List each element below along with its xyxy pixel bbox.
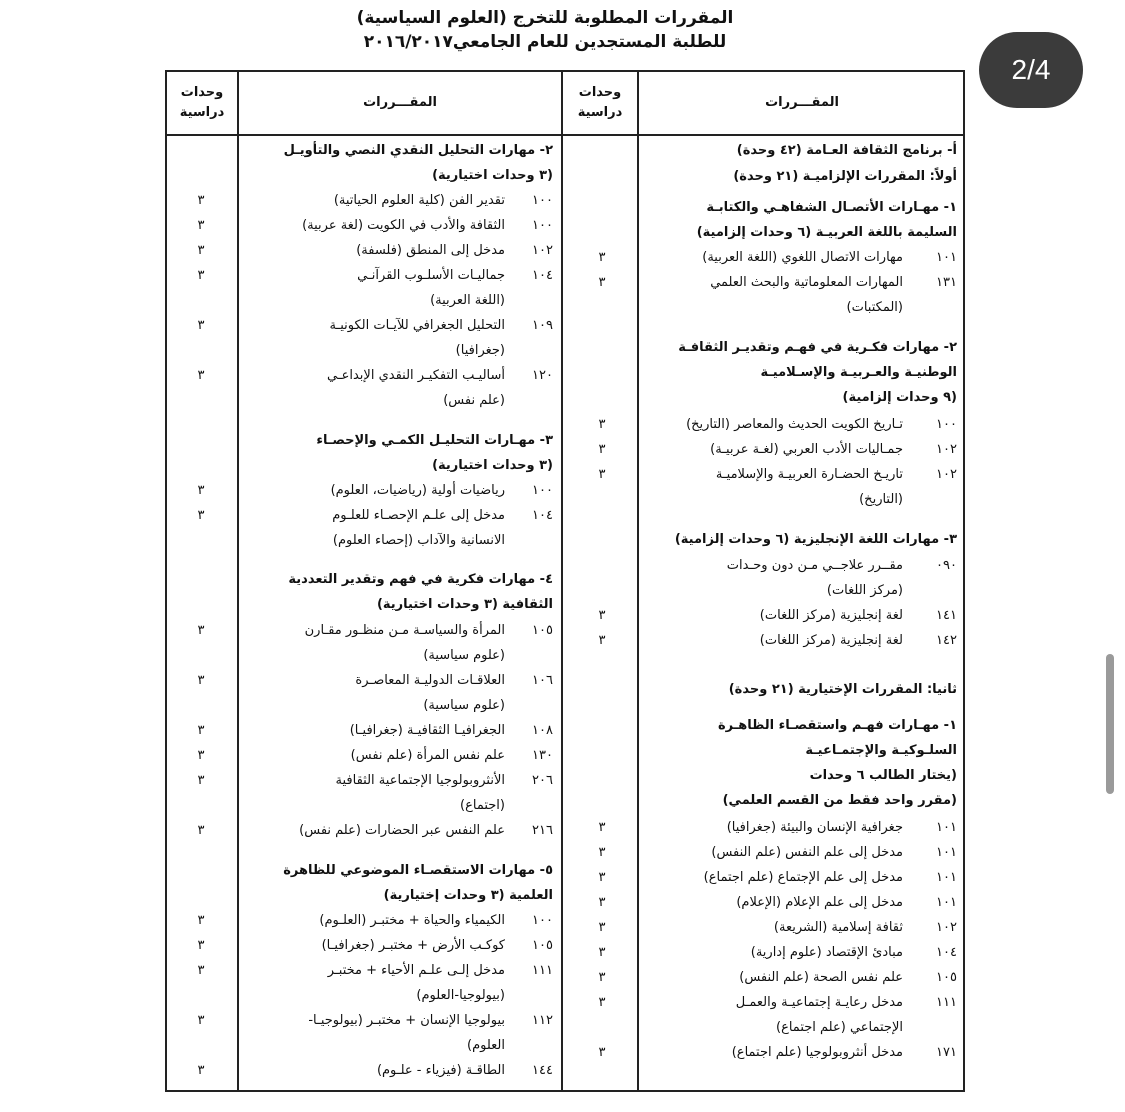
course-title: علم نفس الصحة (علم النفس) — [739, 970, 903, 985]
course-code: ١٠٦ — [532, 673, 553, 688]
section-heading-text: (٩ وحدات إلزامية) — [842, 390, 957, 405]
course-units: ٣ — [598, 870, 606, 885]
course-code: ١٠٢ — [532, 243, 553, 258]
course-title: تقدير الفن (كلية العلوم الحياتية) — [333, 193, 505, 208]
course-title: الأنثروبولوجيا الإجتماعية الثقافية — [335, 773, 505, 788]
course-code: ١٠١ — [936, 895, 957, 910]
section-heading-text: (مقرر واحد فقط من القسم العلمي) — [722, 793, 957, 808]
course-units: ٣ — [197, 268, 205, 283]
course-units: ٣ — [197, 938, 205, 953]
course-units: ٣ — [598, 895, 606, 910]
course-units: ٣ — [598, 970, 606, 985]
course-title: الإجتماعي (علم اجتماع) — [776, 1020, 903, 1035]
course-units: ٣ — [197, 723, 205, 738]
course-title: تاريـخ الحضـارة العربيـة والإسلاميـة — [715, 467, 903, 482]
title-line-1: المقررات المطلوبة للتخرج (العلوم السياسية) — [356, 8, 734, 28]
course-code: ١٤٤ — [532, 1063, 553, 1078]
units-header-line-2: دراسية — [577, 105, 623, 120]
course-title: أساليـب التفكيـر النقدي الإبداعـي — [326, 368, 505, 383]
course-units: ٣ — [197, 1013, 205, 1028]
courses-header-label: المقـــررات — [765, 95, 839, 110]
section-heading-text: ٣- مهـارات التحليـل الكمـي والإحصـاء — [316, 433, 553, 448]
section-heading-text: الثقافية (٣ وحدات اختيارية) — [376, 597, 553, 612]
course-code: ١٠١ — [936, 250, 957, 265]
course-title: علم نفس المرأة (علم نفس) — [350, 748, 505, 763]
course-title: (علوم سياسية) — [423, 648, 505, 663]
course-units: ٣ — [197, 243, 205, 258]
course-units: ٣ — [598, 633, 606, 648]
course-title: مقــرر علاجــي مـن دون وحـدات — [726, 558, 903, 573]
course-title: مبادئ الإقتصاد (علوم إدارية) — [750, 945, 903, 960]
course-units: ٣ — [197, 218, 205, 233]
page-title — [300, 6, 790, 54]
course-code: ٠٩٠ — [936, 558, 957, 573]
course-code: ٢١٦ — [532, 823, 553, 838]
course-title: التحليل الجغرافي للآيـات الكونيـة — [329, 318, 505, 333]
course-units: ٣ — [197, 193, 205, 208]
course-title: العلاقـات الدوليـة المعاصـرة — [355, 673, 505, 688]
course-title: مدخل إلـى علـم الأحياء + مختبـر — [327, 963, 505, 978]
course-code: ١٠٤ — [936, 945, 957, 960]
course-code: ١٠٢ — [936, 467, 957, 482]
course-code: ١٠٩ — [532, 318, 553, 333]
course-code: ١٧١ — [936, 1045, 957, 1060]
course-units: ٣ — [197, 673, 205, 688]
course-title: الثقافة والأدب في الكويت (لغة عربية) — [302, 218, 505, 233]
table-divider — [237, 72, 239, 1090]
course-title: بيولوجيا الإنسان + مختبـر (بيولوجيـا- — [308, 1013, 505, 1028]
course-code: ١٠٠ — [532, 913, 553, 928]
course-units: ٣ — [598, 608, 606, 623]
course-title: الجغرافيـا الثقافيـة (جغرافيـا) — [349, 723, 505, 738]
course-title: الطاقـة (فيزياء - علـوم) — [376, 1063, 505, 1078]
page-indicator-badge: 2/4 — [979, 32, 1083, 108]
course-code: ١٠٨ — [532, 723, 553, 738]
course-units: ٣ — [197, 748, 205, 763]
course-title: المرأة والسياسـة مـن منظـور مقـارن — [304, 623, 505, 638]
course-title: تـاريخ الكويت الحديث والمعاصر (التاريخ) — [686, 417, 903, 432]
section-heading-text: السليمة باللغة العربيـة (٦ وحدات إلزامية) — [696, 225, 957, 240]
course-title: رياضيات أولية (رياضيات، العلوم) — [330, 483, 505, 498]
course-units: ٣ — [598, 820, 606, 835]
course-title: مدخل رعايـة إجتماعيـة والعمـل — [735, 995, 903, 1010]
course-code: ١٠٥ — [936, 970, 957, 985]
course-title: المهارات المعلوماتية والبحث العلمي — [710, 275, 903, 290]
course-units: ٣ — [197, 963, 205, 978]
section-heading-text: ١- مهـارات فهـم واستقصـاء الظاهـرة — [718, 718, 957, 733]
course-code: ١١١ — [532, 963, 553, 978]
section-heading-text: ٥- مهارات الاستقصـاء الموضوعي للظاهرة — [283, 863, 553, 878]
course-title: جغرافية الإنسان والبيئة (جغرافيا) — [726, 820, 903, 835]
course-title: (علم نفس) — [443, 393, 505, 408]
course-units: ٣ — [598, 995, 606, 1010]
title-line-2: للطلبة المستجدين للعام الجامعي٢٠١٦/٢٠١٧ — [363, 32, 727, 52]
course-title: (مركز اللغات) — [826, 583, 903, 598]
course-code: ١٠٥ — [532, 623, 553, 638]
table-divider — [561, 72, 563, 1090]
course-title: مدخل إلى علـم الإحصـاء للعلـوم — [332, 508, 505, 523]
course-title: مهارات الاتصال اللغوي (اللغة العربية) — [702, 250, 903, 265]
course-units: ٣ — [598, 1045, 606, 1060]
course-title: (المكتبات) — [846, 300, 903, 315]
course-code: ١٠٠ — [532, 193, 553, 208]
course-title: مدخل إلى علم الإعلام (الإعلام) — [736, 895, 903, 910]
course-title: (بيولوجيا-العلوم) — [416, 988, 505, 1003]
course-units: ٣ — [598, 945, 606, 960]
courses-header-label: المقـــررات — [363, 95, 437, 110]
courses-column-header-right — [639, 72, 965, 134]
section-heading-text: ١- مهـارات الأتصـال الشفاهـي والكتابـة — [706, 200, 957, 215]
course-code: ١٣٠ — [532, 748, 553, 763]
section-heading-text: ٣- مهارات اللغة الإنجليزية (٦ وحدات إلزامية) — [674, 532, 957, 547]
course-title: ثقافة إسلامية (الشريعة) — [773, 920, 903, 935]
course-units: ٣ — [598, 845, 606, 860]
units-column-header-right — [563, 72, 637, 134]
courses-table — [165, 70, 965, 1092]
courses-column-header-left — [239, 72, 561, 134]
course-code: ١٠٥ — [532, 938, 553, 953]
course-code: ١٤٢ — [936, 633, 957, 648]
section-heading-text: الوطنيـة والعـربيـة والإسـلاميـة — [760, 365, 957, 380]
course-title: جماليـات الأسلـوب القرآنـي — [357, 268, 505, 283]
course-code: ١٠٢ — [936, 442, 957, 457]
course-code: ٢٠٦ — [532, 773, 553, 788]
course-title: مدخل إلى علم النفس (علم النفس) — [711, 845, 903, 860]
section-heading-text: ٢- مهارات فكـرية في فهـم وتقديـر الثقافـة — [678, 340, 957, 355]
course-code: ١٠١ — [936, 845, 957, 860]
section-heading-text: ٢- مهارات التحليل النقدي النصي والتأويـل — [283, 143, 553, 158]
course-code: ١١١ — [936, 995, 957, 1010]
course-code: ١٠٤ — [532, 268, 553, 283]
course-code: ١١٢ — [532, 1013, 553, 1028]
table-divider — [637, 72, 639, 1090]
course-title: الانسانية والآداب (إحصاء العلوم) — [332, 533, 505, 548]
course-title: مدخل أنثروبولوجيا (علم اجتماع) — [731, 1045, 903, 1060]
course-units: ٣ — [598, 250, 606, 265]
units-column-header-left — [167, 72, 237, 134]
course-units: ٣ — [197, 823, 205, 838]
course-code: ١٠٢ — [936, 920, 957, 935]
course-title: جمـاليات الأدب العربي (لغـة عربيـة) — [710, 442, 903, 457]
course-code: ١٠٠ — [532, 218, 553, 233]
course-title: لغة إنجليزية (مركز اللغات) — [759, 633, 903, 648]
course-units: ٣ — [598, 442, 606, 457]
course-title: مدخل إلى المنطق (فلسفة) — [356, 243, 505, 258]
units-header-line-1: وحدات — [180, 85, 224, 100]
course-title: علم النفس عبر الحضارات (علم نفس) — [299, 823, 505, 838]
course-title: مدخل إلى علم الإجتماع (علم اجتماع) — [703, 870, 903, 885]
course-units: ٣ — [197, 623, 205, 638]
course-title: (اللغة العربية) — [430, 293, 505, 308]
course-code: ١٤١ — [936, 608, 957, 623]
course-title: (علوم سياسية) — [423, 698, 505, 713]
section-heading-text: (٣ وحدات اختيارية) — [432, 458, 553, 473]
section-heading-text: السلـوكيـة والإجتمـاعيـة — [805, 743, 957, 758]
course-code: ١٠٠ — [936, 417, 957, 432]
course-code: ١٣١ — [936, 275, 957, 290]
course-code: ١٠٠ — [532, 483, 553, 498]
course-units: ٣ — [598, 275, 606, 290]
units-header-line-2: دراسية — [179, 105, 225, 120]
units-header-line-1: وحدات — [578, 85, 622, 100]
course-title: الكيمياء والحياة + مختبـر (العلـوم) — [319, 913, 505, 928]
course-title: (اجتماع) — [460, 798, 505, 813]
course-units: ٣ — [197, 368, 205, 383]
course-code: ١٢٠ — [532, 368, 553, 383]
course-code: ١٠١ — [936, 820, 957, 835]
course-units: ٣ — [197, 508, 205, 523]
section-heading-text: ثانيا: المقررات الإختيارية (٢١ وحدة) — [728, 682, 957, 697]
course-units: ٣ — [598, 417, 606, 432]
section-heading-text: ٤- مهارات فكرية في فهم وتقدير التعددية — [288, 572, 553, 587]
course-units: ٣ — [197, 318, 205, 333]
section-heading-text: (يختار الطالب ٦ وحدات — [809, 768, 957, 783]
course-title: لغة إنجليزية (مركز اللغات) — [759, 608, 903, 623]
course-title: (جغرافيا) — [455, 343, 505, 358]
section-heading-text: العلمية (٣ وحدات إختيارية) — [383, 888, 553, 903]
section-heading-text: أ- برنامج الثقافة العـامة (٤٢ وحدة) — [736, 143, 957, 158]
course-code: ١٠٤ — [532, 508, 553, 523]
course-code: ١٠١ — [936, 870, 957, 885]
section-heading-text: أولاً: المقررات الإلزاميـة (٢١ وحدة) — [733, 169, 957, 184]
course-units: ٣ — [598, 467, 606, 482]
course-title: العلوم) — [467, 1038, 505, 1053]
course-units: ٣ — [197, 483, 205, 498]
course-units: ٣ — [197, 913, 205, 928]
table-header-divider — [167, 134, 963, 136]
course-units: ٣ — [598, 920, 606, 935]
scrollbar-thumb[interactable] — [1106, 654, 1114, 794]
section-heading-text: (٣ وحدات اختيارية) — [432, 168, 553, 183]
course-units: ٣ — [197, 1063, 205, 1078]
course-title: (التاريخ) — [859, 492, 903, 507]
course-title: كوكـب الأرض + مختبـر (جغرافيـا) — [321, 938, 505, 953]
course-units: ٣ — [197, 773, 205, 788]
